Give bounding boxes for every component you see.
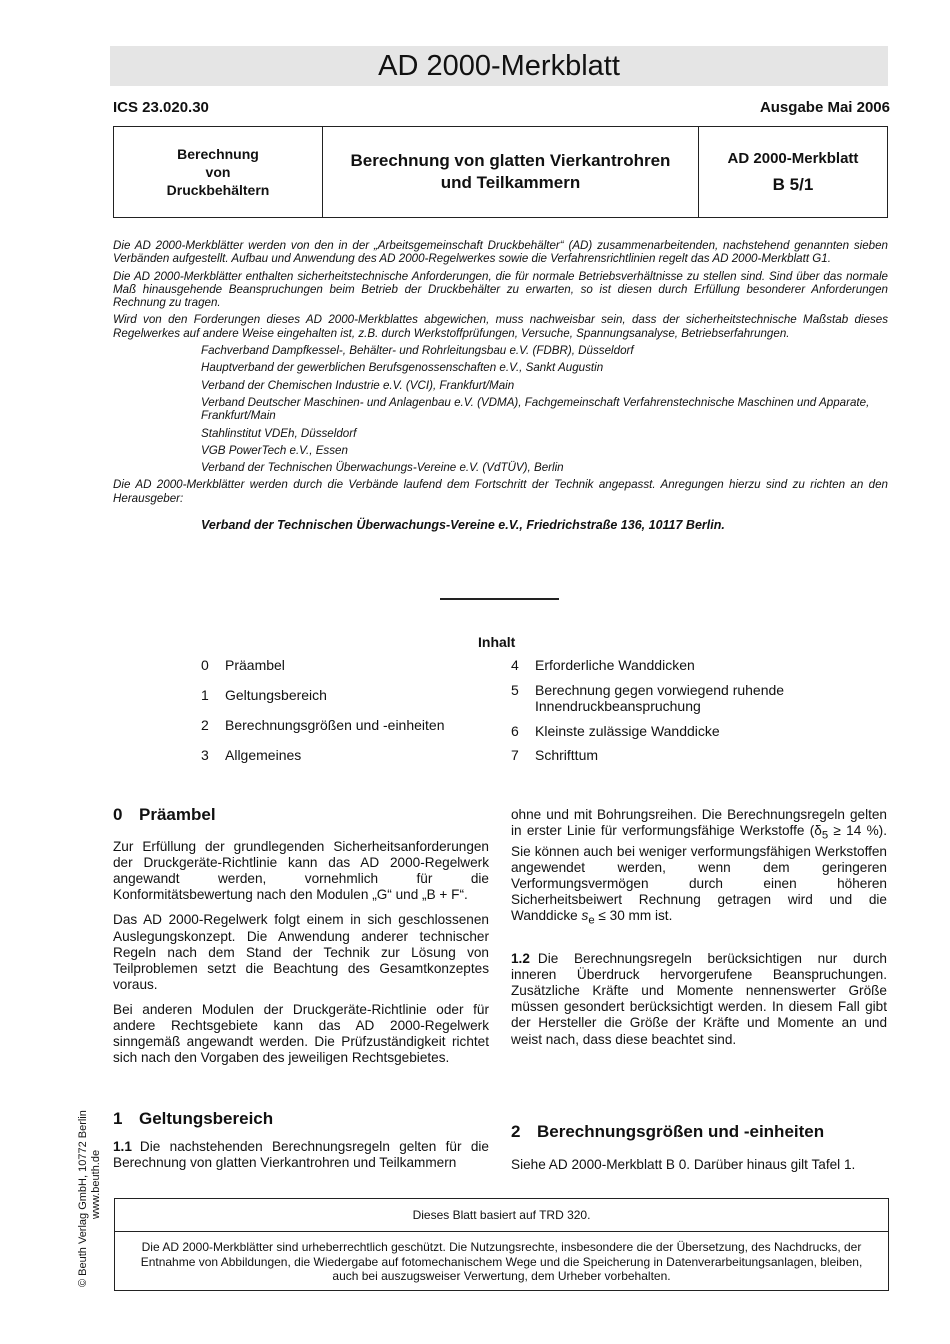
toc-item[interactable] — [201, 657, 491, 673]
toc-item[interactable] — [201, 747, 491, 763]
section-2 — [511, 1124, 887, 1182]
association-item: Verband Deutscher Maschinen- und Anlagenbau e.V. (VDMA), Fachgemeinschaft Verfahrenstechnische Maschinen und Apparate, Frankfurt/Main — [201, 395, 870, 423]
divider — [440, 598, 559, 600]
basis-note: Dieses Blatt basiert auf TRD 320. — [115, 1199, 888, 1232]
section-1-continued — [511, 807, 887, 1057]
text-run: Die nachstehenden Berechnungsregeln gelten für die Berechnung von glatten Vierkantrohren und Teilkammern — [113, 1139, 489, 1171]
series-name: AD 2000-Merkblatt — [727, 150, 859, 167]
intro-block — [113, 239, 888, 532]
association-item: Verband der Technischen Überwachungs-Vereine e.V. (VdTÜV), Berlin — [201, 461, 564, 475]
category-cell — [114, 127, 323, 217]
toc-label: Allgemeines — [225, 747, 302, 763]
subsection-number: 1.2 — [511, 951, 530, 967]
section-title: Berechnungsgrößen und -einheiten — [537, 1122, 825, 1141]
section-number: 0 — [113, 805, 123, 824]
body-paragraph: Siehe AD 2000-Merkblatt B 0. Darüber hinaus gilt Tafel 1. — [511, 1157, 856, 1173]
intro-paragraph: Die AD 2000-Merkblätter werden von den in der „Arbeitsgemeinschaft Druckbehälter“ (AD) zusammenarbeitenden, nachstehend genannten sieben Verbänden aufgestellt. Aufbau und Anwendung des AD 2000-Regelwerkes sowie die Verfahrensrichtlinien regelt das AD 2000-Merkblatt G1. — [113, 239, 888, 266]
section-number: 1 — [113, 1109, 123, 1128]
title-line: Berechnung von glatten Vierkantrohren — [350, 151, 671, 170]
section-1 — [113, 1111, 489, 1180]
document-code: B 5/1 — [772, 175, 814, 194]
toc-num: 6 — [511, 723, 519, 739]
category-line: von — [205, 164, 231, 180]
toc-label: Erforderliche Wanddicken — [535, 657, 695, 673]
publisher-imprint: © Beuth Verlag GmbH, 10772 Berlin — [77, 1110, 89, 1287]
copyright-note: Die AD 2000-Merkblätter sind urheberrechtlich geschützt. Die Nutzungsrechte, insbesondere die der Übersetzung, des Nachdrucks, der Entnahme von Abbildungen, die Wiedergabe auf fotomechanischem Wege und die Speicherung in Datenverarbeitungsanlagen, bleiben, auch bei auszugsweiser Verwertung, dem Urheber vorbehalten. — [140, 1240, 863, 1283]
symbol-subscript: 5 — [821, 829, 829, 842]
association-item: Verband der Chemischen Industrie e.V. (VCI), Frankfurt/Main — [201, 378, 515, 392]
text-run: ohne und mit Bohrungsreihen. Die Berechnungsregeln gelten in erster Linie für verformungsfähige Werkstoffe ( — [511, 807, 887, 839]
subsection-number: 1.1 — [113, 1139, 132, 1155]
association-item: VGB PowerTech e.V., Essen — [201, 443, 348, 457]
body-paragraph — [113, 1139, 489, 1171]
body-paragraph: Das AD 2000-Regelwerk folgt einem in sich geschlossenen Auslegungskonzept. Die Anwendung anderer technischer Regeln nach dem Stand der Technik zur Lösung von Teilproblemen setzt die Beachtung des Gesamtkonzeptes voraus. — [113, 912, 489, 992]
toc-item[interactable] — [511, 747, 811, 763]
section-title: Präambel — [139, 805, 216, 824]
intro-paragraph: Wird von den Forderungen dieses AD 2000-Merkblattes abgewichen, muss nachweisbar sein, dass der sicherheitstechnische Maßstab dieses Regelwerkes auf andere Weise eingehalten ist, z.B. durch Werkstoffprüfungen, Versuche, Spannungsanalyse, Betriebserfahrungen. — [113, 313, 888, 340]
association-list — [201, 344, 888, 474]
section-0 — [113, 807, 489, 1075]
body-paragraph — [511, 951, 887, 1048]
toc-item[interactable] — [511, 682, 811, 714]
toc-label: Schrifttum — [535, 747, 599, 763]
text-run: ≤ 30 mm ist. — [594, 908, 673, 924]
toc-label: Berechnungsgrößen und -einheiten — [225, 717, 445, 733]
association-item: Stahlinstitut VDEh, Düsseldorf — [201, 426, 357, 440]
toc-item[interactable] — [511, 657, 811, 673]
side-imprint — [77, 1110, 103, 1287]
body-paragraph: Bei anderen Modulen der Druckgeräte-Richtlinie oder für andere Rechtsgebiete kann das AD 2000-Regelwerk sinngemäß angewandt werden. Die Prüfzuständigkeit richtet sich nach den Vorgaben des jeweiligen Rechtsgebietes. — [113, 1001, 489, 1066]
toc-num: 7 — [511, 747, 519, 763]
toc-num: 1 — [201, 687, 209, 703]
association-item: Hauptverband der gewerblichen Berufsgenossenschaften e.V., Sankt Augustin — [201, 361, 604, 375]
body-paragraph — [511, 807, 887, 929]
section-heading — [511, 1124, 887, 1140]
intro-paragraph: Die AD 2000-Merkblätter enthalten sicherheitstechnische Anforderungen, die für normale Betriebsverhältnisse zu stellen sind. Sind über das normale Maß hinausgehende Beanspruchungen beim Betrieb der Druckbehälter zu erwarten, so ist diesen durch Erfüllung besonderer Anforderungen Rechnung zu tragen. — [113, 269, 888, 310]
publisher-url[interactable]: www.beuth.de — [90, 1149, 102, 1219]
title-line: und Teilkammern — [440, 173, 581, 192]
toc-num: 5 — [511, 682, 519, 698]
toc-right-column — [511, 657, 811, 777]
ics-code: ICS 23.020.30 — [113, 99, 209, 116]
toc-num: 2 — [201, 717, 209, 733]
toc-item[interactable] — [201, 687, 491, 703]
category-line: Berechnung — [177, 146, 259, 162]
footer-box — [114, 1198, 889, 1291]
toc-label: Kleinste zulässige Wanddicke — [535, 723, 720, 739]
section-title: Geltungsbereich — [139, 1109, 274, 1128]
toc-label: Präambel — [225, 657, 285, 673]
toc-num: 3 — [201, 747, 209, 763]
text-run: ≥ 14 %). Sie können auch bei weniger verformungsfähigen Werkstoffen angewendet werden, wenn dem geringeren Verformungsvermögen durch einen höheren Sicherheitsbeiwert Rechnung getragen wird und die Wanddicke — [511, 823, 887, 924]
toc-item[interactable] — [201, 717, 491, 733]
toc-num: 4 — [511, 657, 519, 673]
toc-num: 0 — [201, 657, 209, 673]
symbol-delta: δ — [814, 823, 822, 839]
body-paragraph: Zur Erfüllung der grundlegenden Sicherheitsanforderungen der Druckgeräte-Richtlinie kann das AD 2000-Regelwerk angewandt werden, vornehmlich für die Konformitätsbewertung nach den Modulen „G“ und „B + F“. — [113, 839, 489, 903]
intro-paragraph: Die AD 2000-Merkblätter werden durch die Verbände laufend dem Fortschritt der Technik angepasst. Anregungen hierzu sind zu richten an den Herausgeber: — [113, 478, 888, 505]
toc-label: Geltungsbereich — [225, 687, 327, 703]
toc-label: Berechnung gegen vorwiegend ruhende Innendruckbeanspruchung — [535, 682, 785, 714]
association-item: Fachverband Dampfkessel-, Behälter- und Rohrleitungsbau e.V. (FDBR), Düsseldorf — [201, 344, 634, 358]
text-run: Die Berechnungsregeln berücksichtigen nur durch inneren Überdruck hervorgerufene Beanspruchungen. Zusätzliche Kräfte und Momente nennenswerter Größe müssen gesondert berücksichtigt werden. In diesem Fall gibt der Hersteller die Größe der Kräfte und Momente an und weist nach, dass diese beachtet sind. — [511, 951, 887, 1047]
symbol-subscript: e — [588, 915, 595, 927]
meta-line — [113, 99, 890, 116]
section-heading — [113, 1111, 489, 1127]
document-title — [323, 127, 699, 217]
category-line: Druckbehältern — [166, 182, 270, 198]
toc-title: Inhalt — [478, 634, 516, 650]
title-block — [113, 126, 888, 218]
section-number: 2 — [511, 1122, 521, 1141]
publisher-address: Verband der Technischen Überwachungs-Vereine e.V., Friedrichstraße 136, 10117 Berlin. — [201, 518, 725, 533]
document-banner: AD 2000-Merkblatt — [110, 46, 888, 86]
edition-date: Ausgabe Mai 2006 — [759, 99, 890, 116]
toc-item[interactable] — [511, 723, 811, 739]
toc-left-column — [201, 657, 491, 777]
symbol-s: s — [581, 908, 589, 924]
section-heading — [113, 807, 489, 823]
series-cell — [699, 127, 887, 217]
